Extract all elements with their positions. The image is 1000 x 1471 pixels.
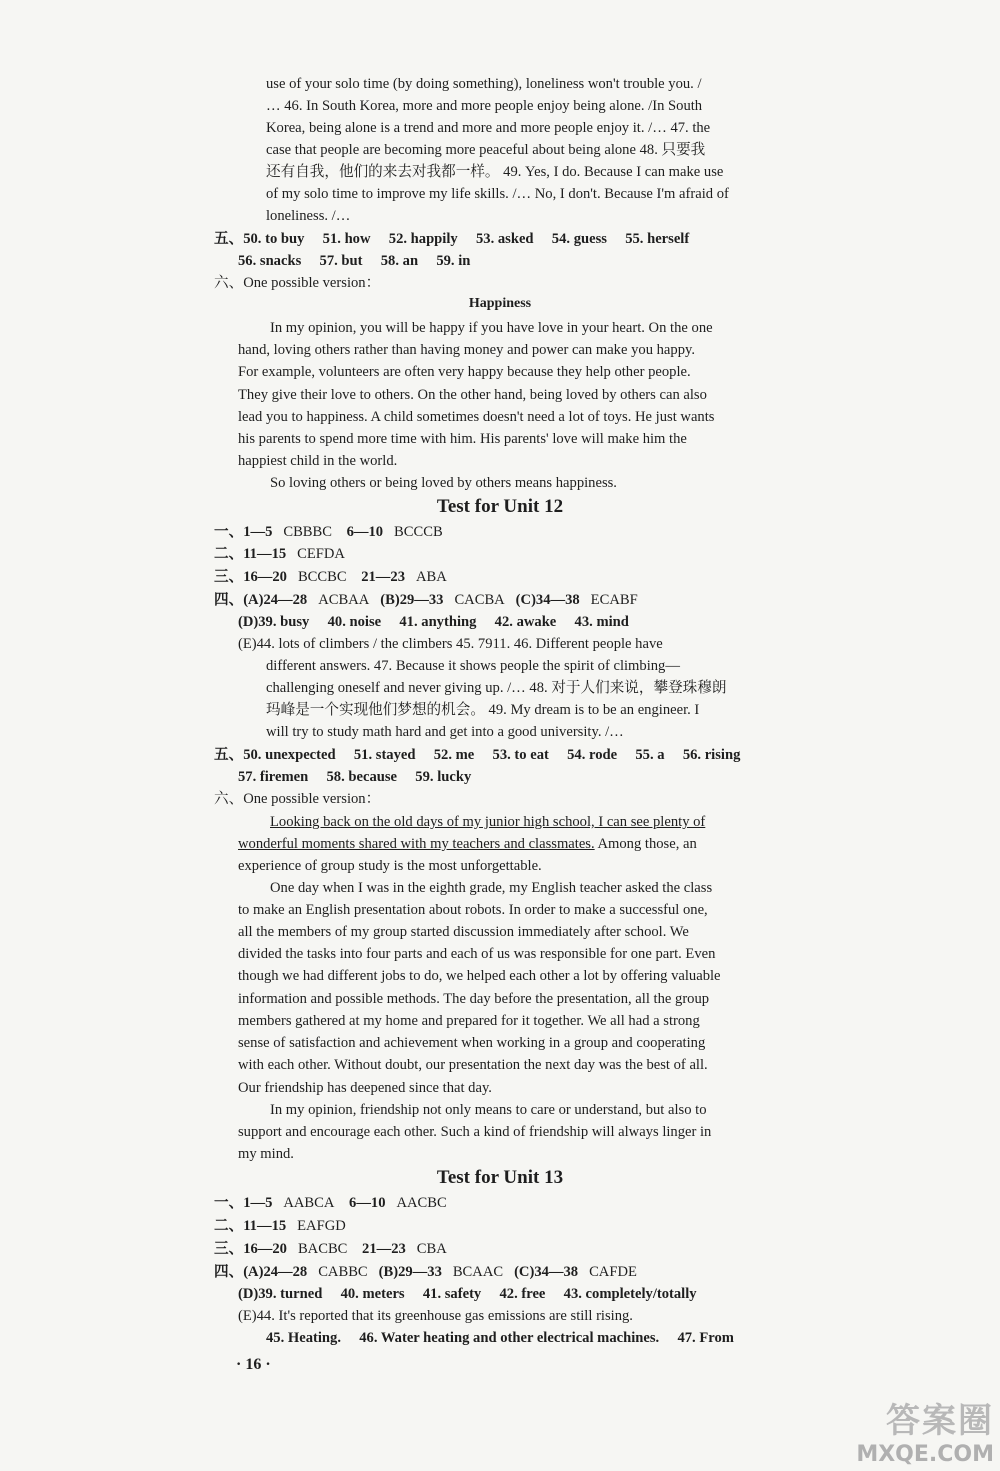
essay-line: In my opinion, friendship not only means to care or understand, but also to — [270, 1102, 707, 1118]
essay-line — [270, 812, 705, 832]
answer-range: 一、1—5 — [214, 1195, 273, 1211]
text-line: loneliness. /… — [266, 208, 351, 224]
answer-key: EAFGD — [297, 1218, 346, 1234]
answer-key: ABA — [415, 569, 447, 585]
answer-item: 52. happily — [388, 231, 458, 247]
answer-item: 41. safety — [422, 1286, 482, 1302]
answer-item: 52. me — [433, 747, 475, 763]
essay-line: For example, volunteers are often very happy because they help other people. — [238, 364, 691, 380]
text-line: will try to study math hard and get into a good university. /… — [266, 724, 624, 740]
essay-line: sense of satisfaction and achievement when working in a group and cooperating — [238, 1035, 706, 1051]
answer-row — [214, 745, 740, 765]
answer-item: 五、50. unexpected — [214, 747, 336, 763]
answer-key: BCCCB — [394, 524, 443, 540]
answer-key: CABBC — [318, 1264, 368, 1280]
answer-item: 54. rode — [567, 747, 618, 763]
essay-line: to make an English presentation about robots. In order to make a successful one, — [238, 902, 708, 918]
answer-item: 40. noise — [327, 614, 382, 630]
answer-item: 42. free — [499, 1286, 546, 1302]
answer-item: 59. lucky — [415, 769, 472, 785]
answer-item: 43. completely/totally — [563, 1286, 697, 1302]
watermark-logo: 答案圈 — [886, 1401, 994, 1441]
essay-line: though we had different jobs to do, we helped each other a lot by offering valuable — [238, 968, 721, 984]
answer-range: 21—23 — [362, 1241, 406, 1257]
answer-range: 四、(A)24—28 — [214, 1264, 308, 1280]
text-line: 玛峰是一个实现他们梦想的机会。 49. My dream is to be an engineer. I — [266, 702, 700, 718]
answer-row — [238, 767, 471, 787]
answer-item: 42. awake — [494, 614, 557, 630]
essay-line: happiest child in the world. — [238, 453, 398, 469]
answer-row — [214, 1216, 346, 1236]
answer-row — [214, 1193, 447, 1213]
answer-row — [214, 522, 443, 542]
answer-range: (B)29—33 — [378, 1264, 442, 1280]
essay-line: So loving others or being loved by others means happiness. — [270, 475, 617, 491]
underlined-text: Looking back on the old days of my junior high school, I can see plenty of — [270, 814, 706, 830]
essay-text: Among those, an — [594, 836, 697, 852]
answer-item: (D)39. busy — [238, 614, 310, 630]
essay-line: They give their love to others. On the other hand, being loved by others can also — [238, 387, 707, 403]
text-line: (E)44. It's reported that its greenhouse gas emissions are still rising. — [238, 1308, 633, 1324]
answer-item: 五、50. to buy — [214, 231, 305, 247]
answer-key: BACBC — [297, 1241, 348, 1257]
text-line: 还有自我，他们的来去对我都一样。 49. Yes, I do. Because I can make use — [266, 164, 724, 180]
essay-line: support and encourage each other. Such a kind of friendship will always linger in — [238, 1124, 712, 1140]
answer-key: CACBA — [454, 592, 505, 608]
text-line: different answers. 47. Because it shows people the spirit of climbing— — [266, 658, 680, 674]
essay-title: Happiness — [468, 296, 532, 311]
answer-item: 53. asked — [475, 231, 534, 247]
answer-range: 6—10 — [349, 1195, 386, 1211]
answer-item: 57. firemen — [238, 769, 309, 785]
page-number: · 16 · — [236, 1356, 271, 1373]
answer-item: 43. mind — [574, 614, 629, 630]
essay-line: experience of group study is the most unforgettable. — [238, 858, 542, 874]
answer-range: 二、11—15 — [214, 1218, 287, 1234]
essay-line: members gathered at my home and prepared for it together. We all had a strong — [238, 1013, 700, 1029]
answer-item: 55. a — [635, 747, 665, 763]
essay-line: information and possible methods. The day before the presentation, all the group — [238, 991, 710, 1007]
answer-key: AABCA — [283, 1195, 335, 1211]
section-label: 六、One possible version： — [214, 791, 381, 807]
answer-range: 三、16—20 — [214, 569, 287, 585]
answer-range: 21—23 — [361, 569, 405, 585]
answer-item: 53. to eat — [492, 747, 549, 763]
answer-row — [214, 544, 345, 564]
unit-title: Test for Unit 12 — [436, 496, 564, 517]
answer-key: ACBAA — [318, 592, 370, 608]
section-label: 六、One possible version： — [214, 275, 381, 291]
essay-line: all the members of my group started discussion immediately after school. We — [238, 924, 689, 940]
answer-item: 51. how — [322, 231, 371, 247]
answer-key: BCAAC — [452, 1264, 504, 1280]
answer-item: 58. an — [380, 253, 419, 269]
answer-range: 四、(A)24—28 — [214, 592, 308, 608]
answer-row — [238, 612, 629, 632]
answer-row — [214, 590, 638, 610]
answer-key: AACBC — [396, 1195, 447, 1211]
watermark-url: MXQE.COM — [856, 1442, 994, 1467]
text-line: challenging oneself and never giving up. /… 48. 对于人们来说，攀登珠穆朗 — [266, 680, 727, 696]
answer-range: 二、11—15 — [214, 546, 287, 562]
answer-row — [214, 567, 447, 587]
answer-item: 59. in — [436, 253, 471, 269]
answer-range: 6—10 — [346, 524, 384, 540]
answer-item: 51. stayed — [353, 747, 416, 763]
answer-item: 54. guess — [551, 231, 607, 247]
answer-row — [238, 251, 470, 271]
answer-range: 三、16—20 — [214, 1241, 287, 1257]
text-line: (E)44. lots of climbers / the climbers 45. 7911. 46. Different people have — [238, 636, 663, 652]
answer-row — [266, 1328, 734, 1348]
essay-line: In my opinion, you will be happy if you have love in your heart. On the one — [270, 320, 713, 336]
unit-title: Test for Unit 13 — [436, 1167, 564, 1188]
answer-row — [214, 1239, 447, 1259]
answer-key: CAFDE — [589, 1264, 637, 1280]
answer-row — [214, 229, 689, 249]
answer-item: 56. rising — [682, 747, 741, 763]
answer-key: BCCBC — [297, 569, 347, 585]
answer-item: 56. snacks — [238, 253, 302, 269]
answer-item: 58. because — [326, 769, 398, 785]
answer-range: 一、1—5 — [214, 524, 273, 540]
essay-line: Our friendship has deepened since that day. — [238, 1080, 492, 1096]
answer-row — [238, 1284, 697, 1304]
answer-range: (B)29—33 — [380, 592, 444, 608]
text-line: … 46. In South Korea, more and more people enjoy being alone. /In South — [266, 98, 703, 114]
answer-key: ECABF — [590, 592, 638, 608]
answer-row — [214, 1262, 637, 1282]
essay-line: my mind. — [238, 1146, 294, 1162]
answer-key: CBA — [416, 1241, 447, 1257]
answer-range: (C)34—38 — [515, 592, 580, 608]
answer-item: 47. From — [677, 1330, 734, 1346]
answer-item: 57. but — [319, 253, 363, 269]
answer-item: (D)39. turned — [238, 1286, 323, 1302]
watermark — [856, 1393, 994, 1467]
answer-item: 45. Heating. — [266, 1330, 341, 1346]
answer-item: 46. Water heating and other electrical machines. — [359, 1330, 660, 1346]
essay-line: lead you to happiness. A child sometimes doesn't need a lot of toys. He just wants — [238, 409, 715, 425]
underlined-text: wonderful moments shared with my teachers and classmates. — [238, 836, 595, 852]
essay-line: with each other. Without doubt, our presentation the next day was the best of all. — [238, 1057, 708, 1073]
essay-line: divided the tasks into four parts and each of us was responsible for one part. Even — [238, 946, 716, 962]
answer-key: CBBBC — [283, 524, 333, 540]
answer-item: 55. herself — [625, 231, 690, 247]
answer-item: 41. anything — [399, 614, 477, 630]
essay-line — [238, 834, 697, 854]
text-line: of my solo time to improve my life skills. /… No, I don't. Because I'm afraid of — [266, 186, 729, 202]
text-line: use of your solo time (by doing something), loneliness won't trouble you. / — [266, 76, 702, 92]
essay-line: his parents to spend more time with him. His parents' love will make him the — [238, 431, 687, 447]
answer-key: CEFDA — [297, 546, 345, 562]
answer-range: (C)34—38 — [514, 1264, 579, 1280]
text-line: Korea, being alone is a trend and more and more people enjoy it. /… 47. the — [266, 120, 711, 136]
essay-line: One day when I was in the eighth grade, my English teacher asked the class — [270, 880, 713, 896]
answer-item: 40. meters — [340, 1286, 405, 1302]
essay-line: hand, loving others rather than having money and power can make you happy. — [238, 342, 696, 358]
text-line: case that people are becoming more peaceful about being alone 48. 只要我 — [266, 142, 706, 158]
